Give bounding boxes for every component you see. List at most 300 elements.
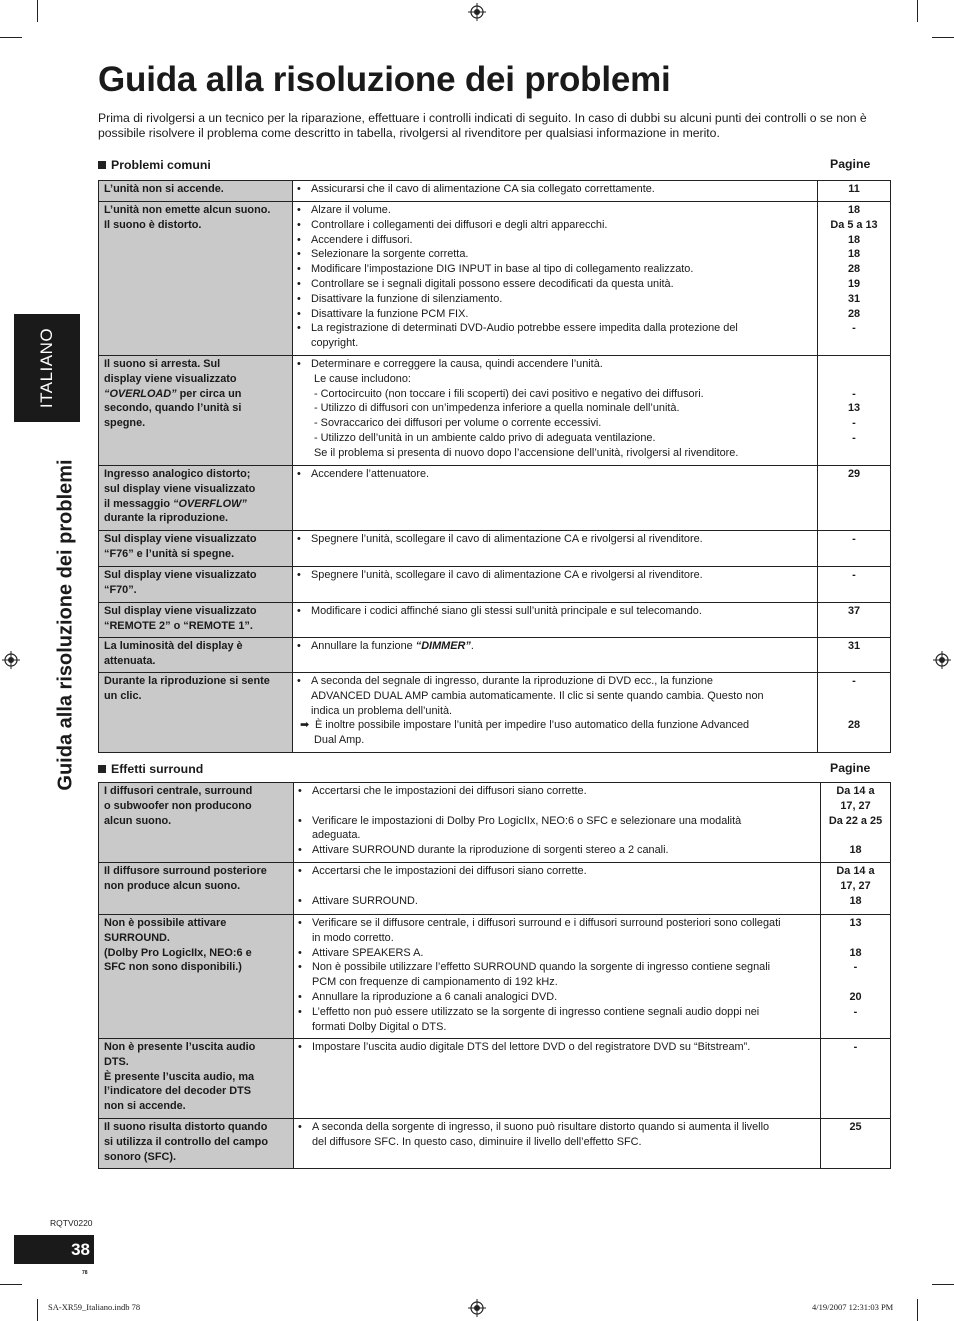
solution-line [298,799,815,814]
pages-cell [818,181,891,202]
indent [298,931,312,946]
solution-line [297,689,812,704]
solution-line [297,387,812,402]
pages-cell [821,1119,891,1169]
solution-text: Impostare l’uscita audio digitale DTS del lettore DVD o del registratore DVD su “Bitstream”. [312,1041,751,1053]
problem-cell [99,673,293,753]
solution-line [297,292,812,307]
bullet-icon: • [297,183,304,195]
solution-line [298,784,815,799]
problem-text: “REMOTE 2” o “REMOTE 1”. [104,619,253,632]
table-row [99,863,891,915]
bullet-icon: • [298,1041,305,1053]
page-reference [826,931,885,946]
language-tab-label: ITALIANO [37,327,56,409]
page-reference: 31 [847,640,861,652]
solution-text: - Cortocircuito (non toccare i fili scoperti) dei cavi positivo e negativo dei diffusori. [311,387,704,400]
solution-line [297,446,812,461]
solution-line [297,218,812,233]
solution-line [298,814,815,829]
problem-text: sonoro (SFC). [104,1150,176,1163]
problem-text: (Dolby Pro LogicIIx, NEO:6 e [104,946,252,959]
pages-cell [821,783,891,863]
problem-text: alcun suono. [104,814,172,827]
solution-line [298,931,815,946]
page-reference: - [852,675,856,687]
problem-line [104,689,287,704]
solution-line [297,604,812,619]
problem-line [104,1150,288,1165]
solution-line [298,990,815,1005]
solution-line [297,733,812,748]
solution-text: Verificare le impostazioni di Dolby Pro LogicIIx, NEO:6 o SFC e selezionare una modalità [312,814,742,827]
bullet-icon: • [297,605,304,617]
pages-cell [818,673,891,753]
solution-line [298,864,815,879]
solution-line [297,416,812,431]
problem-cell [99,783,294,863]
solution-text: Determinare e correggere la causa, quindi accendere l’unità. [311,358,603,370]
indent [297,689,311,704]
problem-text: “F76” e l’unità si spegne. [104,547,235,560]
problem-line [104,497,287,512]
table-row [99,531,891,567]
problem-text: Il diffusore surround posteriore [104,865,267,877]
bullet-icon: • [297,322,304,335]
solution-cell [294,863,821,915]
section-heading-text: Effetti surround [111,762,204,776]
problem-text: L’unità non emette alcun suono. [104,204,271,216]
solution-text: Attivare SPEAKERS A. [312,946,424,959]
solution-cell [294,1039,821,1119]
crop-mark [917,1299,918,1321]
problem-cell [99,863,294,915]
solution-text: - Sovraccarico dei diffusori per volume o corrente eccessivi. [311,417,602,430]
page-reference: 17, 27 [840,879,871,892]
solution-text: Le cause includono: [311,372,411,385]
solution-cell [293,356,818,466]
problem-text: La luminosità del display è [104,640,243,652]
problem-text: “F70”. [104,583,137,596]
page-reference [823,446,885,461]
problem-cell [99,915,294,1039]
problem-line [104,387,287,402]
crop-mark [0,1284,22,1285]
problem-cell [99,531,293,567]
problem-cell [99,638,293,673]
solution-cell [293,466,818,531]
page-reference: Da 14 a [836,865,875,877]
solution-line [297,336,812,351]
page-reference: - [853,1005,858,1018]
problem-line [104,1055,288,1070]
page-number-small: 78 [82,1270,88,1276]
problem-line [104,1084,288,1099]
table-row [99,673,891,753]
problem-text: un clic. [104,689,142,702]
solution-text: . [470,640,474,652]
problem-line [104,799,288,814]
problem-line [104,654,287,669]
page-reference: 18 [849,844,862,857]
problem-line [104,1135,288,1150]
solution-text: Annullare la riproduzione a 6 canali analogici DVD. [312,990,558,1003]
bullet-icon: • [297,640,304,652]
problem-line [104,1099,288,1114]
problem-text: si utilizza il controllo del campo [104,1135,268,1148]
solution-line [298,960,815,975]
solution-cell [293,181,818,202]
solution-cell [293,638,818,673]
solution-text: L’effetto non può essere utilizzato se la sorgente di ingresso contiene segnali audio doppi nei [312,1005,760,1018]
indent [298,828,312,843]
solution-line [298,843,815,858]
crop-mark [37,0,38,22]
table-row [99,783,891,863]
page-reference: Da 5 a 13 [830,218,878,231]
pages-cell [818,356,891,466]
solution-text: Annullare la funzione [311,640,416,652]
pages-cell [821,915,891,1039]
bullet-icon: • [297,468,304,480]
page-reference: 13 [849,917,862,929]
page-reference: 18 [847,204,861,216]
bullet-icon: • [297,292,304,305]
crop-mark [37,1299,38,1321]
pages-cell [818,202,891,356]
problem-line [104,814,288,829]
table-row [99,181,891,202]
problem-text: Sul display viene visualizzato [104,605,257,617]
problem-line [104,946,288,961]
solution-text: Assicurarsi che il cavo di alimentazione CA sia collegato correttamente. [311,183,655,195]
bullet-icon: • [297,263,304,276]
solution-line [298,1005,815,1020]
pages-column-header: Pagine [830,761,871,775]
problem-text: Sul display viene visualizzato [104,569,257,581]
solution-line [297,704,812,719]
problem-line [104,604,287,619]
bullet-icon: • [297,675,304,687]
solution-text: La registrazione di determinati DVD-Audio potrebbe essere impedita dalla protezione del [311,322,738,335]
problem-text: “OVERLOAD” [104,387,177,400]
page-reference: - [852,387,856,400]
pages-cell [818,638,891,673]
page-reference: 28 [847,263,861,276]
page-number: 38 [14,1235,94,1264]
solution-line [297,357,812,372]
problem-text: attenuata. [104,654,156,667]
table-row [99,603,891,638]
page-reference: 18 [847,248,861,261]
solution-text: in modo corretto. [312,931,394,944]
bullet-icon: • [298,1121,305,1133]
problem-text: secondo, quando l’unità si [104,402,242,415]
registration-mark-icon [468,3,486,21]
solution-line [297,203,812,218]
problem-cell [99,567,293,603]
solution-text: A seconda del segnale di ingresso, durante la riproduzione di DVD ecc., la funzione [311,675,713,687]
solution-text: Verificare se il diffusore centrale, i diffusori surround e i diffusori surround posteriori sono collegati [312,917,781,929]
problem-line [104,619,287,634]
bullet-icon: • [298,946,305,959]
solution-line [297,262,812,277]
problem-line [104,547,287,562]
intro-paragraph: Prima di rivolgersi a un tecnico per la riparazione, effettuare i controlli indicati di seguito. In caso di dubbi su alcuni punti dei controlli o se non è possibile risolvere il problema come descritto in tabella, rivolgersi al rivenditore per qualsiasi informazione in merito. [98,111,867,140]
solution-cell [294,915,821,1039]
solution-line [297,532,812,547]
solution-line [298,975,815,990]
problem-line [104,879,288,894]
bullet-icon: • [298,865,305,877]
problem-text: Sul display viene visualizzato [104,533,257,545]
bullet-icon: • [298,1005,305,1018]
page-reference: 28 [847,307,861,320]
problem-line [104,467,287,482]
indent [298,1135,312,1150]
registration-mark-icon [2,651,20,669]
problem-text: sul display viene visualizzato [104,482,256,495]
solution-line [297,247,812,262]
page-reference [823,704,885,719]
indent [297,733,311,748]
square-bullet-icon [98,161,106,169]
table-row [99,638,891,673]
solution-line [298,946,815,961]
solution-text: Selezionare la sorgente corretta. [311,248,469,261]
solution-line [298,1120,815,1135]
problem-text: o subwoofer non producono [104,799,252,812]
crop-mark [932,37,954,38]
footer-filename: SA-XR59_Italiano.indb 78 [48,1302,141,1312]
pages-column-header: Pagine [830,157,871,171]
side-section-title: Guida alla risoluzione dei problemi [54,459,77,791]
solution-text: Spegnere l’unità, scollegare il cavo di alimentazione CA e rivolgersi al rivenditore. [311,569,703,581]
bullet-icon: • [297,248,304,261]
solution-line [297,431,812,446]
registration-mark-icon [933,651,951,669]
bullet-icon: • [298,917,305,929]
problem-line [104,1040,288,1055]
solution-line [297,321,812,336]
solution-text: “DIMMER” [415,640,471,652]
bullet-icon: • [298,814,305,827]
problem-text: SURROUND. [104,931,170,944]
page-reference: Da 22 a 25 [828,814,883,827]
arrow-icon: ➡ [297,719,313,732]
crop-mark [0,37,22,38]
problem-line [104,916,288,931]
bullet-icon: • [297,307,304,320]
solution-text: Dual Amp. [311,734,365,747]
solution-text: Controllare i collegamenti dei diffusori e degli altri apparecchi. [311,218,608,231]
solution-cell [293,567,818,603]
solution-text: Attivare SURROUND durante la riproduzione di sorgenti stereo a 2 canali. [312,844,669,857]
page-reference [826,975,885,990]
solution-line [298,916,815,931]
solution-line [297,718,812,733]
table-row [99,1039,891,1119]
problem-cell [99,466,293,531]
solution-text: copyright. [311,337,359,350]
page-reference: 28 [847,719,861,732]
bullet-icon: • [297,277,304,290]
table-row [99,915,891,1039]
problem-text: display viene visualizzato [104,372,237,385]
problem-text: È presente l’uscita audio, ma [104,1070,255,1083]
page-reference: 19 [847,277,861,290]
problem-cell [99,603,293,638]
problem-text: SFC non sono disponibili.) [104,961,242,974]
bullet-icon: • [297,533,304,545]
page-reference: 11 [848,183,860,195]
page-reference: 13 [847,402,861,415]
page-reference: Da 14 a [836,785,875,797]
problem-line [104,960,288,975]
solution-text: del diffusore SFC. In questo caso, diminuire il livello dell’effetto SFC. [312,1135,642,1148]
problem-cell [99,202,293,356]
footer-timestamp: 4/19/2007 12:31:03 PM [812,1302,894,1312]
bullet-icon: • [297,233,304,246]
solution-text: Alzare il volume. [311,204,391,216]
document-code: RQTV0220 [50,1218,93,1228]
problem-line [104,532,287,547]
solution-text: Accendere l’attenuatore. [311,468,430,480]
page-reference: - [853,961,858,974]
problem-text: Il suono risulta distorto quando [104,1121,268,1133]
solution-text: adeguata. [312,829,361,842]
solution-text: Modificare i codici affinché siano gli stessi sull’unità principale e sul telecomando. [311,605,702,617]
solution-line [297,401,812,416]
problem-text: Durante la riproduzione si sente [104,675,270,687]
page-reference: 31 [847,292,861,305]
pages-cell [818,603,891,638]
problem-text: Il suono si arresta. Sul [104,358,221,370]
solution-line [298,1020,815,1035]
page-reference: 37 [847,605,861,617]
bullet-icon: • [297,204,304,216]
pages-cell [818,567,891,603]
solution-line [298,828,815,843]
solution-line [298,1135,815,1150]
indent [297,704,311,719]
solution-text: Spegnere l’unità, scollegare il cavo di alimentazione CA e rivolgersi al rivenditore. [311,533,703,545]
page-reference: 18 [847,233,861,246]
problem-text: Non è possibile attivare [104,917,227,929]
problem-line [104,203,287,218]
problem-line [104,583,287,598]
indent [298,975,312,990]
problem-line [104,511,287,526]
page-reference: 18 [849,894,862,907]
indent [298,1020,312,1035]
table-row [99,202,891,356]
solution-text: Accertarsi che le impostazioni dei diffusori siano corrette. [312,785,587,797]
section-heading [98,762,203,776]
page-reference: - [852,533,856,545]
page-reference: 20 [849,990,862,1003]
solution-line [297,674,812,689]
square-bullet-icon [98,765,106,773]
table-row [99,466,891,531]
table-row [99,1119,891,1169]
page-reference: 17, 27 [840,799,871,812]
solution-cell [294,783,821,863]
problem-line [104,568,287,583]
page-reference: - [852,322,856,335]
problem-text: L’unità non si accende. [104,183,224,195]
solution-text: indica un problema dell’unità. [311,704,453,717]
problem-text: per circa un [176,387,242,400]
page-reference: - [853,1041,858,1053]
solution-line [297,372,812,387]
solution-text: Accendere i diffusori. [311,233,413,246]
page-reference [823,733,885,748]
solution-text: PCM con frequenze di campionamento di 192 kHz. [312,976,558,989]
troubleshooting-table [98,782,891,1169]
solution-text: A seconda della sorgente di ingresso, il suono può risultare distorto quando si aumenta il livello [312,1121,770,1133]
problem-text: “OVERFLOW” [173,497,247,510]
solution-line [297,307,812,322]
problem-line [104,639,287,654]
page-reference: - [852,417,856,430]
problem-line [104,784,288,799]
indent [297,336,311,351]
problem-line [104,674,287,689]
crop-mark [932,1284,954,1285]
problem-line [104,372,287,387]
solution-cell [294,1119,821,1169]
section-heading [98,158,211,172]
problem-text: non si accende. [104,1100,186,1113]
page-reference [823,357,885,372]
solution-cell [293,673,818,753]
problem-line [104,218,287,233]
solution-text: - Utilizzo di diffusori con un’impedenza inferiore a quella nominale dell’unità. [311,402,680,415]
solution-cell [293,531,818,567]
solution-line [297,568,812,583]
pages-cell [818,466,891,531]
solution-cell [293,202,818,356]
problem-line [104,357,287,372]
problem-cell [99,181,293,202]
bullet-icon: • [298,990,305,1003]
problem-cell [99,1119,294,1169]
page-reference [823,372,885,387]
problem-text: non produce alcun suono. [104,879,241,892]
problem-cell [99,356,293,466]
solution-text: Attivare SURROUND. [312,894,418,907]
problem-text: Il suono è distorto. [104,218,202,231]
page-reference: 29 [847,468,861,480]
problem-text: il messaggio [104,497,173,510]
problem-text: Non è presente l’uscita audio [104,1041,256,1053]
bullet-icon: • [297,569,304,581]
page-reference [826,828,885,843]
table-row [99,567,891,603]
problem-text: I diffusori centrale, surround [104,785,253,797]
solution-line [298,1040,815,1055]
solution-text: Accertarsi che le impostazioni dei diffusori siano corrette. [312,865,587,877]
problem-text: l’indicatore del decoder DTS [104,1085,252,1098]
solution-line [297,182,812,197]
problem-line [104,1120,288,1135]
bullet-icon: • [297,358,304,370]
bullet-icon: • [298,961,305,974]
solution-line [298,894,815,909]
solution-line [298,879,815,894]
problem-line [104,1070,288,1085]
